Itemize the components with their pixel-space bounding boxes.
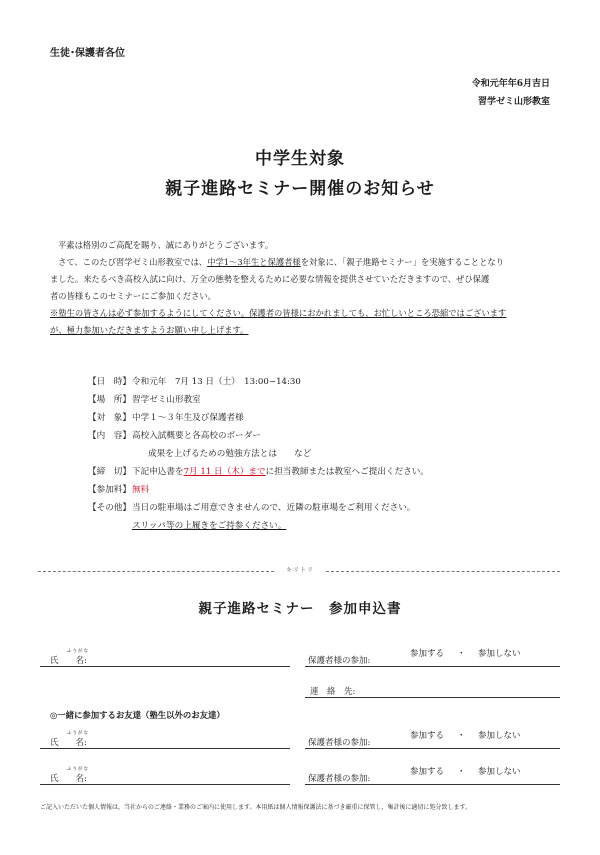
title-line-1: 中学生対象 (255, 149, 345, 169)
note-line-1: ※塾生の皆さんは必ず参加するようにしてください。保護者の皆様におかれましても、お忙しいところ恐縮ではございます (50, 308, 507, 318)
attend-option[interactable]: 参加する (410, 731, 445, 741)
info-key-fee: 【参加料】 (88, 485, 131, 495)
furigana-label: ふりがな (67, 731, 89, 736)
info-value-fee: 無料 (132, 485, 150, 495)
form-title: 親子進路セミナー 参加申込書 (198, 601, 402, 617)
info-key-place: 【場 所】 (88, 395, 131, 405)
info-value-datetime: 令和元年 7月 13 日（土） 13:00~14:30 (132, 377, 301, 387)
info-value-content-2: 成果を上げるための勉強方法とは など (148, 449, 312, 459)
friend2-guardian-field[interactable] (305, 784, 560, 785)
not-attend-option[interactable]: 参加しない (478, 649, 521, 659)
student-name-field[interactable] (40, 666, 290, 667)
name-label: 氏 名: (50, 656, 87, 666)
guardian-attend-label: 保護者様の参加: (308, 656, 371, 666)
contact-label: 連 絡 先: (310, 687, 356, 697)
body-line-4: 者の皆様もこのセミナーにご参加ください。 (50, 291, 216, 301)
info-value-other: 当日の駐車場はご用意できませんので、近隣の駐車場をご利用ください。 (132, 503, 416, 513)
furigana-label: ふりがな (67, 649, 89, 654)
friend2-name-field[interactable] (40, 784, 290, 785)
guardian-attend-label: 保護者様の参加: (308, 738, 371, 748)
info-value-target: 中学１～３年生及び保護者様 (132, 413, 244, 423)
info-key-deadline: 【締 切】 (88, 467, 131, 477)
title-line-2: 親子進路セミナー開催のお知らせ (165, 179, 435, 199)
cut-line-right (326, 571, 560, 572)
organization-name: 習学ゼミ山形教室 (477, 97, 550, 107)
info-key-datetime: 【日 時】 (88, 377, 131, 387)
privacy-notice: ご記入いただいた個人情報は，当社からのご連絡・業務のご案内に使用します。本用紙は個人情報保護法に基づき厳重に保管し，集計後に適切に処分致します。 (40, 804, 472, 811)
deadline-date: 7月 11 日（木）まで (183, 467, 266, 477)
info-key-target: 【対 象】 (88, 413, 131, 423)
friend1-guardian-field[interactable] (305, 748, 560, 749)
addressee: 生徒･保護者各位 (50, 48, 125, 59)
not-attend-option[interactable]: 参加しない (478, 731, 521, 741)
cut-label: キリトリ (285, 567, 314, 574)
body-line-2-post: を対象に、「親子進路セミナー」を実施することとなり (300, 257, 504, 267)
furigana-label: ふりがな (67, 767, 89, 772)
deadline-pre: 下記申込書を (132, 467, 184, 477)
body-line-2-pre: さて、このたび習学ゼミ山形教室では、 (58, 257, 208, 267)
greeting-line: 平素は格別のご高配を賜り、誠にありがとうございます。 (58, 240, 274, 250)
body-line-2 (58, 256, 504, 268)
option-separator: ・ (457, 767, 466, 777)
friend1-name-field[interactable] (40, 748, 290, 749)
info-value-deadline (132, 465, 429, 477)
body-line-3: ました。来たるべき高校入試に向け、万全の態勢を整えるために必要な情報を提供させていただきますので、ぜひ保護 (50, 274, 490, 284)
guardian-attend-label: 保護者様の参加: (308, 774, 371, 784)
friends-heading: ◎一緒に参加するお友達（塾生以外のお友達） (50, 710, 225, 720)
info-value-content: 高校入試概要と各高校のボーダー (132, 431, 261, 441)
deadline-post: に担当教師または教室へご提出ください。 (265, 467, 429, 477)
info-value-other-2: スリッパ等の上履きをご持参ください。 (132, 521, 287, 531)
body-target-underlined: 中学1～3年生と保護者様 (207, 257, 301, 267)
option-separator: ・ (457, 731, 466, 741)
contact-field[interactable] (305, 697, 560, 698)
attend-option[interactable]: 参加する (410, 649, 445, 659)
issue-date: 令和元年年6月吉日 (471, 79, 550, 89)
guardian-attend-field[interactable] (305, 666, 560, 667)
info-key-other: 【その他】 (88, 503, 131, 513)
name-label: 氏 名: (50, 738, 87, 748)
name-label: 氏 名: (50, 774, 87, 784)
not-attend-option[interactable]: 参加しない (478, 767, 521, 777)
attend-option[interactable]: 参加する (410, 767, 445, 777)
option-separator: ・ (457, 649, 466, 659)
note-line-2: が、極力参加いただきますようお願い申し上げます。 (50, 325, 249, 335)
info-key-content: 【内 容】 (88, 431, 131, 441)
info-value-place: 習学ゼミ山形教室 (132, 395, 201, 405)
